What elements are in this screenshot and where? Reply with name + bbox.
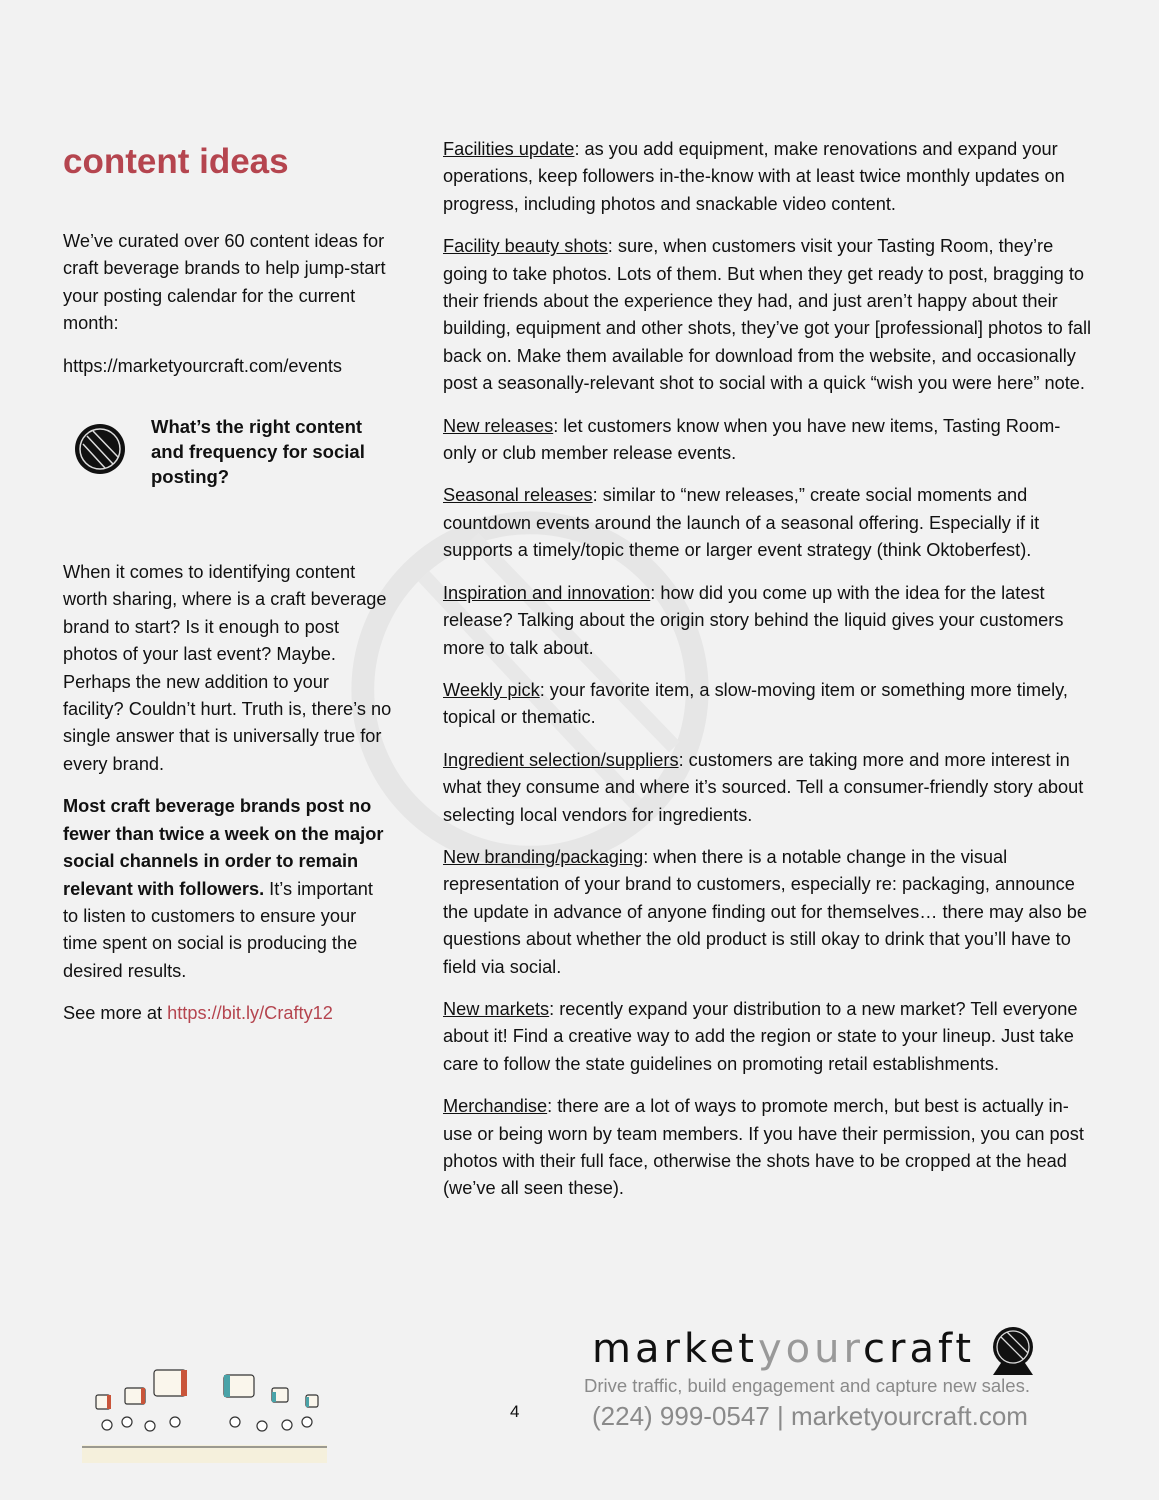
logo-market: market	[592, 1326, 758, 1372]
contact-line: (224) 999-0547 | marketyourcraft.com	[592, 1401, 1028, 1431]
callout-question: What’s the right content and frequency for social posting?	[151, 416, 365, 488]
idea-heading: New markets	[443, 998, 550, 1019]
logo-craft: craft	[863, 1326, 976, 1372]
idea-text: : as you add equipment, make renovations and expand your operations, keep followers in-the-know with at least twice monthly updates on progress, including photos and snackable video content.	[443, 139, 1065, 214]
ideas-list	[443, 136, 1093, 1218]
barrel-logo-icon	[987, 1325, 1039, 1377]
thumbs-crowd-illustration-icon	[82, 1350, 327, 1465]
idea-item	[443, 1093, 1093, 1203]
events-url[interactable]: https://marketyourcraft.com/events	[63, 355, 342, 376]
body-paragraph-1: When it comes to identifying content worth sharing, where is a craft beverage brand to start? Is it enough to post photos of your last event? Maybe. Perhaps the new addition to your facility? Couldn’t hurt. Truth is, there’s no single answer that is universally true for every brand.	[63, 562, 392, 774]
left-column	[63, 140, 393, 1043]
body-bold-text: Most craft beverage brands post no fewer than twice a week on the major social channels in order to remain relevant with followers.	[63, 796, 384, 899]
idea-item	[443, 844, 1093, 981]
idea-item	[443, 482, 1093, 564]
page-number: 4	[510, 1402, 520, 1421]
body-rest-text: It’s important to listen to customers to ensure your time spent on social is producing the desired results.	[63, 878, 373, 981]
idea-item	[443, 747, 1093, 829]
idea-item	[443, 677, 1093, 732]
idea-item	[443, 996, 1093, 1078]
idea-text: : your favorite item, a slow-moving item or something more timely, topical or thematic.	[443, 679, 1068, 728]
callout	[73, 414, 393, 489]
see-more-label: See more at	[63, 1003, 168, 1024]
idea-text: : similar to “new releases,” create social moments and countdown events around the launch of a seasonal offering. Especially if it supports a timely/topic theme or larger event strategy (think Oktoberfest).	[443, 485, 1040, 561]
idea-heading: Weekly pick	[443, 679, 540, 700]
idea-heading: Inspiration and innovation	[443, 582, 651, 603]
body-paragraph-2	[63, 793, 393, 985]
page-title: content ideas	[63, 142, 289, 181]
idea-heading: Facilities update	[443, 139, 575, 159]
idea-text: : let customers know when you have new items, Tasting Room-only or club member release events.	[443, 415, 1061, 464]
idea-text: : recently expand your distribution to a new market? Tell everyone about it! Find a creative way to add the region or state to your lineup. Just take care to follow the state guidelines on promoting retail establishments.	[443, 998, 1078, 1074]
tagline: Drive traffic, build engagement and capture new sales.	[584, 1375, 1030, 1396]
idea-heading: Facility beauty shots	[443, 236, 608, 257]
idea-text: : sure, when customers visit your Tasting Room, they’re going to take photos. Lots of them. But when they get ready to post, bragging to their friends about the experience they had, and just aren’t happy about their building, equipment and other shots, they’ve got your [professional] photos to fall back on. Make them available for download from the website, and occasionally post a seasonally-relevant shot to social with a quick “wish you were here” note.	[443, 236, 1092, 394]
idea-heading: New releases	[443, 415, 554, 436]
idea-heading: Ingredient selection/suppliers	[443, 749, 679, 770]
idea-heading: Seasonal releases	[443, 485, 593, 506]
brand-logo	[592, 1325, 1052, 1373]
idea-item	[443, 413, 1093, 468]
idea-text: : there are a lot of ways to promote merch, but best is actually in-use or being worn by team members. If you have their permission, you can post photos with their full face, otherwise the shots have to be cropped at the head (we’ve all seen these).	[443, 1096, 1084, 1199]
logo-your: your	[757, 1326, 864, 1372]
brand-footer	[584, 1325, 1052, 1432]
intro-text: We’ve curated over 60 content ideas for craft beverage brands to help jump-start your posting calendar for the current month:	[63, 231, 386, 334]
idea-text: : when there is a notable change in the visual representation of your brand to customers, especially re: packaging, announce the update in advance of anyone finding out for themselves… there may also be questions about whether the old product is still okay to drink that you’ll have to field via social.	[443, 846, 1088, 977]
idea-text: : customers are taking more and more interest in what they consume and where it’s sourced. Tell a consumer-friendly story about selecting local vendors for ingredients.	[443, 749, 1084, 825]
idea-item	[443, 580, 1093, 662]
idea-heading: New branding/packaging	[443, 846, 644, 867]
see-more-link[interactable]: https://bit.ly/Crafty12	[167, 1003, 333, 1024]
idea-item	[443, 233, 1093, 397]
barrel-icon	[73, 422, 127, 476]
see-more	[63, 1000, 393, 1027]
idea-item	[443, 136, 1093, 218]
idea-text: : how did you come up with the idea for the latest release? Talking about the origin story behind the liquid gives your customers more to talk about.	[443, 582, 1064, 658]
idea-heading: Merchandise	[443, 1096, 548, 1117]
